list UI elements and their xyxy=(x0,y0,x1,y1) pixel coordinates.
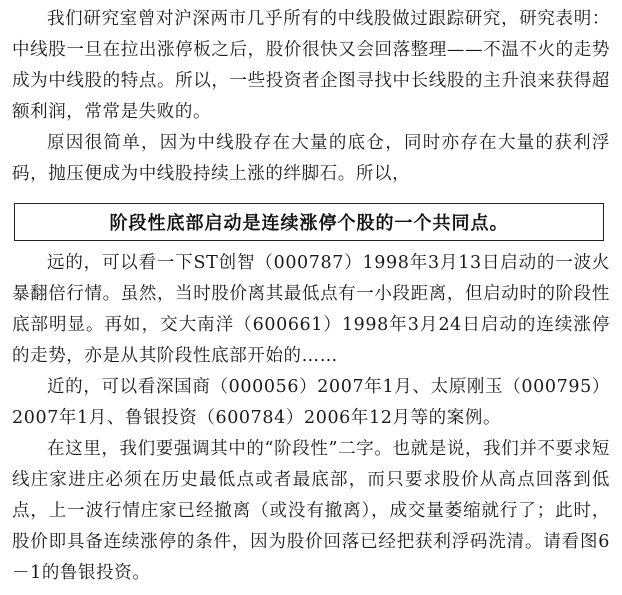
paragraph-reason: 原因很简单，因为中线股存在大量的底仓，同时亦存在大量的获利浮码，抛压便成为中线股持续上涨的绊脚石。所以， xyxy=(12,133,610,184)
callout-text: 阶段性底部启动是连续涨停个股的一个共同点。 xyxy=(109,213,509,234)
paragraph-research-finding: 我们研究室曾对沪深两市几乎所有的中线股做过跟踪研究，研究表明：中线股一旦在拉出涨停板之后，股价很快又会回落整理——不温不火的走势成为中线股的特点。所以，一些投资者企图寻找中长线股的主升浪来获得超额利润，常常是失败的。 xyxy=(12,9,610,122)
callout-box xyxy=(14,203,604,241)
paragraph-recent-examples: 近的，可以看深国商（000056）2007年1月、太原刚玉（000795）2007年1月、鲁银投资（600784）2006年12月等的案例。 xyxy=(12,377,610,428)
paragraph-early-examples: 远的，可以看一下ST创智（000787）1998年3月13日启动的一波火暴翻倍行情。虽然，当时股价离其最低点有一小段距离，但启动时的阶段性底部明显。再如，交大南洋（600661）1998年3月24日启动的连续涨停的走势，亦是从其阶段性底部开始的…… xyxy=(12,253,610,366)
paragraph-stage-emphasis: 在这里，我们要强调其中的“阶段性”二字。也就是说，我们并不要求短线庄家进庄必须在历史最低点或者最底部，而只要求股价从高点回落到低点，上一波行情庄家已经撤离（或没有撤离），成交量萎缩就行了；此时，股价即具备连续涨停的条件，因为股价回落已经把获利浮码洗清。请看图6－1的鲁银投资。 xyxy=(12,439,610,583)
